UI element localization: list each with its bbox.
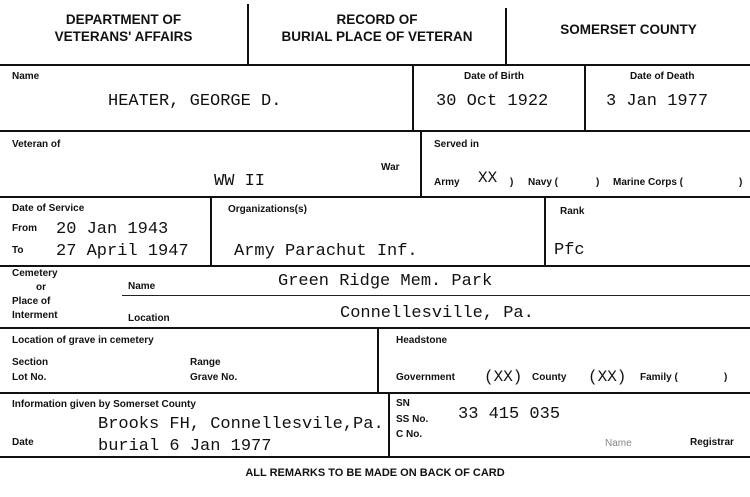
value-dob: 30 Oct 1922 [436, 92, 549, 111]
label-cemetery-location: Location [128, 313, 170, 324]
rule-header-bottom [0, 64, 750, 66]
label-ss-no: SS No. [396, 414, 429, 425]
value-informant: Brooks FH, Connellesvile,Pa. [98, 415, 384, 434]
label-dod: Date of Death [630, 71, 695, 82]
rule-dod-left [584, 64, 586, 130]
value-cemetery-name: Green Ridge Mem. Park [278, 272, 493, 291]
label-family: Family ( [640, 372, 678, 383]
value-service-from: 20 Jan 1943 [56, 220, 169, 239]
label-interment: Interment [12, 310, 58, 321]
rule-headstone-left [377, 327, 379, 392]
rule-veteran-bottom [0, 196, 750, 198]
label-marine-corps: Marine Corps ( [613, 177, 684, 188]
rule-name-bottom [0, 130, 750, 132]
label-date: Date [12, 437, 34, 448]
value-info-date: burial 6 Jan 1977 [98, 437, 272, 456]
label-place-of: Place of [12, 296, 51, 307]
rule-cemetery-name-underline [122, 295, 750, 296]
label-grave-location: Location of grave in cemetery [12, 335, 154, 346]
label-range: Range [190, 357, 221, 368]
value-dod: 3 Jan 1977 [606, 92, 709, 111]
header-record-line2: BURIAL PLACE OF VETERAN [281, 28, 473, 44]
label-or: or [36, 282, 46, 293]
value-organization: Army Parachut Inf. [234, 242, 418, 261]
label-family-close: ) [724, 372, 728, 383]
value-name: HEATER, GEORGE D. [108, 92, 282, 111]
label-cemetery-name: Name [128, 281, 156, 292]
rule-rank-left [544, 196, 546, 265]
label-army: Army [434, 177, 460, 188]
value-war: WW II [214, 172, 266, 191]
label-lot-no: Lot No. [12, 372, 47, 383]
header-record-line1: RECORD OF [336, 12, 418, 27]
rule-grave-bottom [0, 392, 750, 394]
label-marine-close: ) [739, 177, 743, 188]
label-veteran-of: Veteran of [12, 139, 61, 150]
value-service-to: 27 April 1947 [56, 242, 189, 261]
footer-remarks: ALL REMARKS TO BE MADE ON BACK OF CARD [245, 467, 505, 479]
label-section: Section [12, 357, 49, 368]
label-name-tail: Name [605, 438, 632, 449]
label-info-given: Information given by Somerset County [12, 399, 196, 410]
header-county: SOMERSET COUNTY [560, 22, 697, 37]
label-navy-close: ) [596, 177, 600, 188]
label-organizations: Organizations(s) [228, 204, 307, 215]
value-headstone-county: (XX) [588, 368, 627, 386]
label-date-of-service: Date of Service [12, 203, 85, 214]
value-ss-no: 33 415 035 [458, 405, 561, 424]
value-headstone-government: (XX) [484, 368, 523, 386]
label-grave-no: Grave No. [190, 372, 238, 383]
label-county: County [532, 372, 567, 383]
header-department [0, 12, 247, 46]
rule-served-left [420, 130, 422, 196]
label-name: Name [12, 71, 40, 82]
label-to: To [12, 245, 24, 256]
header-department-line1: DEPARTMENT OF [65, 12, 182, 27]
value-army-mark: XX [478, 169, 498, 187]
rule-dob-left [412, 64, 414, 130]
label-from: From [12, 223, 37, 234]
header-department-line2: VETERANS' AFFAIRS [54, 28, 193, 44]
header-record [249, 12, 505, 46]
label-navy: Navy ( [528, 177, 559, 188]
label-dob: Date of Birth [464, 71, 524, 82]
label-headstone: Headstone [396, 335, 448, 346]
rule-info-bottom [0, 456, 750, 458]
label-rank: Rank [560, 206, 585, 217]
value-rank: Pfc [554, 241, 585, 260]
value-cemetery-location: Connellesville, Pa. [340, 304, 534, 323]
label-c-no: C No. [396, 429, 423, 440]
label-war: War [381, 162, 400, 173]
rule-cemetery-bottom [0, 327, 750, 329]
label-sn: SN [396, 398, 410, 409]
label-army-close: ) [510, 177, 514, 188]
rule-org-left [210, 196, 212, 265]
label-government: Government [396, 372, 455, 383]
label-cemetery: Cemetery [12, 268, 58, 279]
rule-service-bottom [0, 265, 750, 267]
label-registrar: Registrar [690, 437, 734, 448]
label-served-in: Served in [434, 139, 480, 150]
rule-sn-left [388, 392, 390, 456]
